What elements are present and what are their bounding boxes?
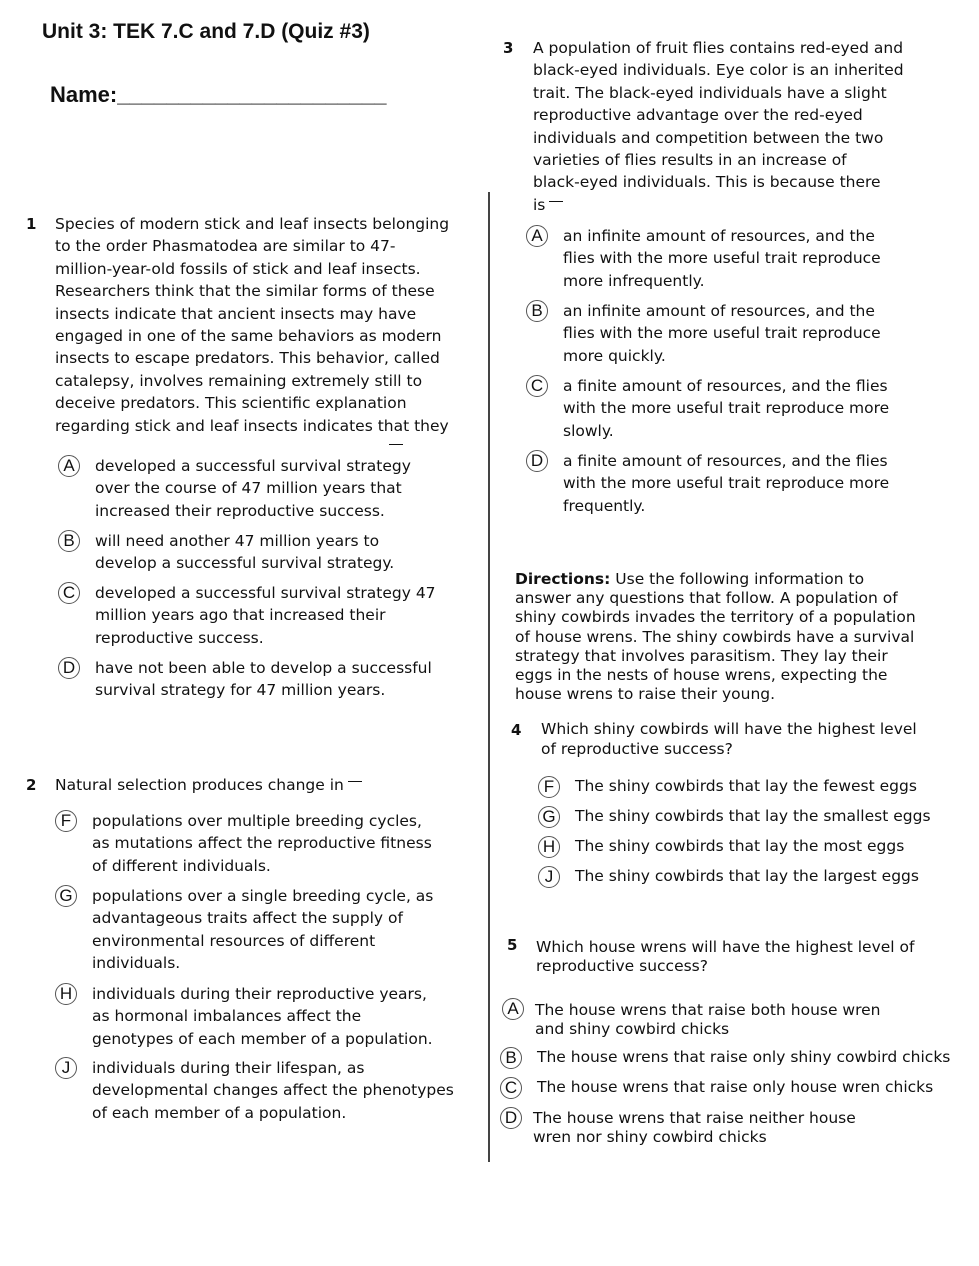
bubble-h-icon[interactable]: H <box>538 836 560 858</box>
question-number: 4 <box>511 721 522 739</box>
question-stem: Which shiny cowbirds will have the highest level of reproductive success? <box>541 720 917 758</box>
em-dash <box>389 444 403 445</box>
bubble-g-icon[interactable]: G <box>55 885 77 907</box>
bubble-c-icon[interactable]: C <box>58 582 80 604</box>
bubble-b-icon[interactable]: B <box>500 1047 522 1069</box>
question-number: 2 <box>26 776 37 794</box>
directions-label: Directions: <box>515 570 611 588</box>
quiz-title: Unit 3: TEK 7.C and 7.D (Quiz #3) <box>42 20 370 43</box>
bubble-j-icon[interactable]: J <box>55 1057 77 1079</box>
bubble-b-icon[interactable]: B <box>526 300 548 322</box>
bubble-a-icon[interactable]: A <box>526 225 548 247</box>
bubble-b-icon[interactable]: B <box>58 530 80 552</box>
question-number: 5 <box>507 936 518 954</box>
student-name-field[interactable]: Name:______________________ <box>50 82 387 107</box>
column-divider <box>488 192 490 1162</box>
bubble-f-icon[interactable]: F <box>55 810 77 832</box>
bubble-j-icon[interactable]: J <box>538 866 560 888</box>
bubble-a-icon[interactable]: A <box>502 998 524 1020</box>
bubble-g-icon[interactable]: G <box>538 806 560 828</box>
bubble-a-icon[interactable]: A <box>58 455 80 477</box>
bubble-h-icon[interactable]: H <box>55 983 77 1005</box>
directions-passage: Directions: Use the following information to answer any questions that follow. A population of shiny cowbirds invades the territory of a population of house wrens. The shiny cowbirds have a survival strategy that involves parasitism. They lay their eggs in the nests of house wrens, expecting the house wrens to raise their young. <box>515 570 916 704</box>
bubble-d-icon[interactable]: D <box>500 1107 522 1129</box>
question-stem: A population of fruit flies contains red-eyed and black-eyed individuals. Eye color is an inherited trait. The black-eyed individuals have a slight reproductive advantage over the red-eyed individuals and competition between the two varieties of flies results in an increase of black-eyed individuals. This is because there is <box>533 39 904 214</box>
question-number: 3 <box>503 39 514 57</box>
bubble-c-icon[interactable]: C <box>500 1077 522 1099</box>
bubble-f-icon[interactable]: F <box>538 776 560 798</box>
bubble-d-icon[interactable]: D <box>526 450 548 472</box>
em-dash <box>348 781 362 782</box>
bubble-d-icon[interactable]: D <box>58 657 80 679</box>
question-stem: Species of modern stick and leaf insects belonging to the order Phasmatodea are similar to 47- million-year-old fossils of stick and leaf insects. Researchers think that the similar forms of these insects indicate that ancient insects may have engaged in one of the same behaviors as modern insects to escape predators. This behavior, called catalepsy, involves remaining extremely still to deceive predators. This scientific explanation regarding stick and leaf insects indicates that they <box>55 213 475 459</box>
em-dash <box>549 201 563 202</box>
question-number: 1 <box>26 215 37 233</box>
question-stem: Which house wrens will have the highest level of reproductive success? <box>536 938 915 976</box>
bubble-c-icon[interactable]: C <box>526 375 548 397</box>
question-stem: Natural selection produces change in <box>55 774 475 796</box>
